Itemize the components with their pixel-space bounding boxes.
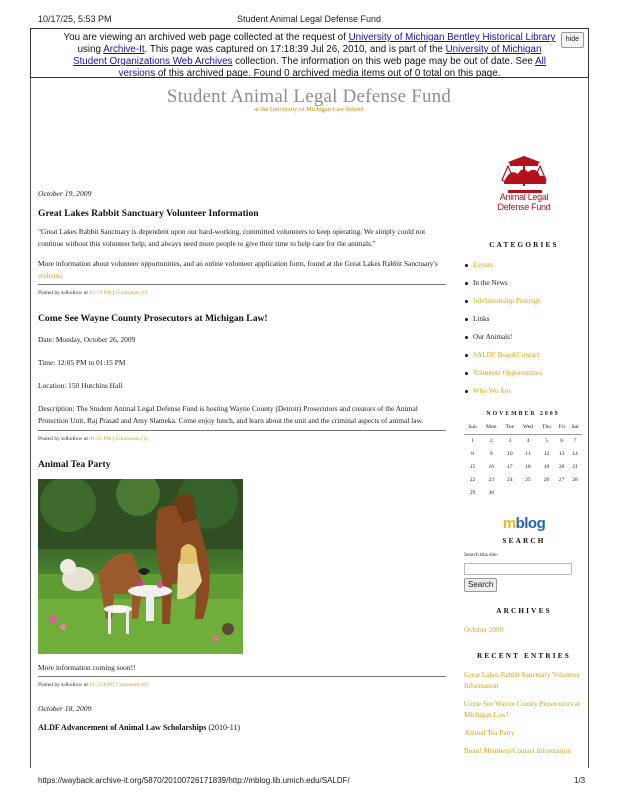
calendar-day: 14 xyxy=(572,451,578,457)
categories-heading: CATEGORIES xyxy=(489,241,559,249)
comments-link[interactable]: Comments (0) xyxy=(115,682,149,688)
calendar-day: 30 xyxy=(488,490,495,496)
banner-text: collection. The information on this web page may be out of date. See xyxy=(232,56,536,67)
post-author: Posted by kdhollow at xyxy=(38,436,90,442)
calendar-week xyxy=(464,435,582,449)
calendar-day xyxy=(518,487,538,500)
calendar-day: 4 xyxy=(526,438,530,444)
comments-link[interactable]: Comments (1) xyxy=(115,436,148,442)
post-title[interactable] xyxy=(38,722,448,734)
aldf-logo[interactable] xyxy=(464,152,584,218)
tea-party-photo[interactable] xyxy=(38,479,243,654)
post-title[interactable]: Animal Tea Party xyxy=(38,459,111,470)
archive-link-october-2009[interactable]: October 2009 xyxy=(464,626,504,634)
calendar-day xyxy=(568,487,582,500)
post-meta xyxy=(38,430,446,445)
category-item[interactable] xyxy=(464,386,584,397)
calendar-day: 22 xyxy=(469,477,476,483)
recent-entry-link[interactable]: Come See Wayne County Prosecutors at Michigan Law! xyxy=(464,700,581,719)
calendar-day: 28 xyxy=(572,477,578,483)
calendar-day: 21 xyxy=(572,464,578,470)
search-heading: SEARCH xyxy=(502,537,546,545)
sidebar xyxy=(464,152,584,764)
category-item[interactable] xyxy=(464,296,584,307)
category-label[interactable]: SALDF Board/Contact xyxy=(473,351,540,359)
mblog-logo-m: m xyxy=(502,515,516,532)
logo-line: Defense Fund xyxy=(497,202,551,212)
calendar-day: 11 xyxy=(525,451,531,457)
calendar-day: 12 xyxy=(543,451,550,457)
print-header xyxy=(0,0,618,28)
post-meta xyxy=(38,676,446,691)
post-author: Posted by kdhollow at xyxy=(38,290,90,296)
post-body xyxy=(38,334,448,427)
category-item[interactable] xyxy=(464,278,584,289)
print-datetime: 10/17/25, 5:53 PM xyxy=(38,14,112,24)
calendar-day: 24 xyxy=(507,477,513,483)
calendar-day: 15 xyxy=(469,464,476,470)
post-paragraph xyxy=(38,258,448,282)
meta-separator: | xyxy=(111,682,116,688)
category-list xyxy=(464,260,584,397)
recent-entries-list xyxy=(464,670,584,757)
calendar-day: 19 xyxy=(543,464,550,470)
print-url: https://wayback.archive-it.org/5870/20100726171839/http://mblog.lib.umich.edu/SALDF/ xyxy=(38,776,350,785)
event-date: Date: Monday, October 26, 2009 xyxy=(38,335,136,344)
permalink[interactable]: 11:53 AM xyxy=(89,682,112,688)
archive-banner xyxy=(30,28,589,78)
recent-entry-link[interactable]: Animal Tea Party xyxy=(464,729,515,737)
calendar-day: 5 xyxy=(545,438,548,444)
calendar-day-header: Thu xyxy=(542,424,552,430)
bentley-library-link[interactable]: University of Michigan Bentley Historical Library xyxy=(348,32,556,43)
calendar-day: 6 xyxy=(560,438,564,444)
category-item[interactable] xyxy=(464,314,584,325)
search-label: Search this site: xyxy=(464,552,499,558)
calendar-day: 26 xyxy=(543,477,550,483)
calendar-day: 25 xyxy=(525,477,531,483)
calendar-day-header: Fri xyxy=(558,424,565,430)
post-paragraph: More information coming soon!! xyxy=(38,663,136,672)
tea-party-photo-illustration xyxy=(38,479,243,654)
all-versions-link[interactable]: All versions xyxy=(118,56,546,79)
collection-link[interactable]: University of Michigan Student Organizations Web Archives xyxy=(73,44,542,67)
calendar-day: 17 xyxy=(507,464,513,470)
calendar-caption: NOVEMBER 2009 xyxy=(486,411,560,417)
calendar-day-header: Sat xyxy=(571,424,579,430)
calendar-day: 23 xyxy=(488,477,495,483)
event-time: Time: 12:05 PM to 01:15 PM xyxy=(38,358,126,367)
banner-text: using xyxy=(77,44,104,55)
permalink[interactable]: 12:19 PM xyxy=(89,290,112,296)
calendar-day: 7 xyxy=(573,438,577,444)
site-title[interactable]: Student Animal Legal Defense Fund xyxy=(166,86,452,107)
post-title[interactable]: Great Lakes Rabbit Sanctuary Volunteer Information xyxy=(38,208,259,219)
calendar-day: 27 xyxy=(558,477,565,483)
category-label[interactable]: Job/Internship Postings xyxy=(473,297,541,305)
category-item[interactable] xyxy=(464,368,584,379)
calendar-day: 20 xyxy=(558,464,565,470)
calendar-day: 3 xyxy=(508,438,512,444)
category-label: Links xyxy=(473,315,490,323)
hide-banner-button[interactable]: hide xyxy=(561,32,584,48)
calendar-day: 10 xyxy=(507,451,513,457)
post-title[interactable]: Come See Wayne County Prosecutors at Michigan Law! xyxy=(38,313,268,324)
banner-text: of this archived page. Found 0 archived media items out of 0 total on this page. xyxy=(155,68,501,79)
calendar-day: 16 xyxy=(488,464,495,470)
mblog-logo[interactable] xyxy=(464,516,584,532)
calendar-week xyxy=(464,461,582,474)
post-body xyxy=(38,226,448,282)
calendar-day: 29 xyxy=(469,490,476,496)
post-meta xyxy=(38,284,446,299)
print-title: Student Animal Legal Defense Fund xyxy=(236,14,382,24)
post-title-bold: ALDF Advancement of Animal Law Scholarships xyxy=(38,723,207,732)
calendar-day-header: Sun xyxy=(468,424,477,430)
mblog-logo-blog: blog xyxy=(515,515,546,532)
category-label[interactable]: Who We Are xyxy=(473,387,511,395)
event-location: Location: 150 Hutchins Hall xyxy=(38,381,123,390)
category-label: In the News xyxy=(473,279,508,287)
calendar-day: 2 xyxy=(489,438,493,444)
calendar-day: 8 xyxy=(471,451,474,457)
calendar-week xyxy=(464,448,582,461)
meta-separator: | xyxy=(111,436,116,442)
post-author: Posted by kdhollow at xyxy=(38,682,90,688)
post-paragraph: "Great Lakes Rabbit Sanctuary is dependent upon our hard-working, committed volunteers to keep operating. We simply could not continue without this volunteer help, and always need more people to give their time to help care for the animals." xyxy=(38,227,426,248)
calendar-day-header: Wed xyxy=(522,424,533,430)
category-item[interactable] xyxy=(464,350,584,361)
calendar-day: 1 xyxy=(471,438,474,444)
banner-text: . This page was captured on 17:18:39 Jul 26, 2010, and is part of the xyxy=(144,44,446,55)
calendar-week xyxy=(464,487,582,500)
comments-link[interactable]: Comments (0) xyxy=(115,290,148,296)
calendar-body xyxy=(464,435,582,501)
calendar-day: 13 xyxy=(558,451,565,457)
calendar-day xyxy=(555,487,568,500)
main-content xyxy=(38,188,448,734)
calendar-day-header: Mon xyxy=(485,424,497,430)
category-item[interactable] xyxy=(464,260,584,271)
calendar-day: 18 xyxy=(525,464,531,470)
recent-entry-link[interactable]: Board Members/Contact Information xyxy=(464,747,571,755)
recent-entry-link[interactable]: Great Lakes Rabbit Sanctuary Volunteer Information xyxy=(464,671,580,690)
website-link[interactable]: website xyxy=(38,271,61,280)
category-label[interactable]: Events xyxy=(473,261,493,269)
site-subtitle: at the University of Michigan Law School xyxy=(254,106,364,113)
date-header: October 19, 2009 xyxy=(38,189,92,198)
permalink[interactable]: 01:21 PM xyxy=(89,436,112,442)
calendar-week xyxy=(464,474,582,487)
post-text: . xyxy=(60,271,63,280)
print-page-number: 1/3 xyxy=(574,776,586,785)
calendar-day: 9 xyxy=(489,451,493,457)
search-input[interactable] xyxy=(464,563,572,575)
logo-line: Animal Legal xyxy=(499,192,549,202)
event-description: Description: The Student Animal Legal Defense Fund is hosting Wayne County (Detroit) Prosecutors and creators of the Animal Protection Unit, Raj Prasad and Amy Slameka. Come enjoy lunch, and learn about the unit and the criminal aspects of animal law. xyxy=(38,404,424,425)
banner-text: You are viewing an archived web page collected at the request of xyxy=(63,32,349,43)
archives-heading: ARCHIVES xyxy=(496,607,552,615)
calendar-day xyxy=(502,487,519,500)
post-body xyxy=(38,662,448,674)
recent-entries-heading: RECENT ENTRIES xyxy=(477,652,571,660)
category-item[interactable] xyxy=(464,332,584,343)
archive-it-link[interactable]: Archive-It xyxy=(103,44,145,55)
calendar-day-headers xyxy=(464,421,582,435)
search-button[interactable]: Search xyxy=(464,578,497,592)
aldf-logo-text xyxy=(464,192,584,212)
post-text: More information about volunteer opportunities, and an online volunteer application form, found at the Great Lakes Rabbit Sanctuary's xyxy=(38,259,438,268)
calendar xyxy=(464,409,582,500)
category-label: Our Animals! xyxy=(473,333,513,341)
calendar-day xyxy=(538,487,556,500)
meta-separator: | xyxy=(111,290,116,296)
calendar-day-header: Tue xyxy=(505,424,515,430)
post-title-rest: (2010-11) xyxy=(206,723,241,732)
date-header: October 18, 2009 xyxy=(38,704,92,713)
category-label[interactable]: Volunteer Opportunities xyxy=(473,369,543,377)
